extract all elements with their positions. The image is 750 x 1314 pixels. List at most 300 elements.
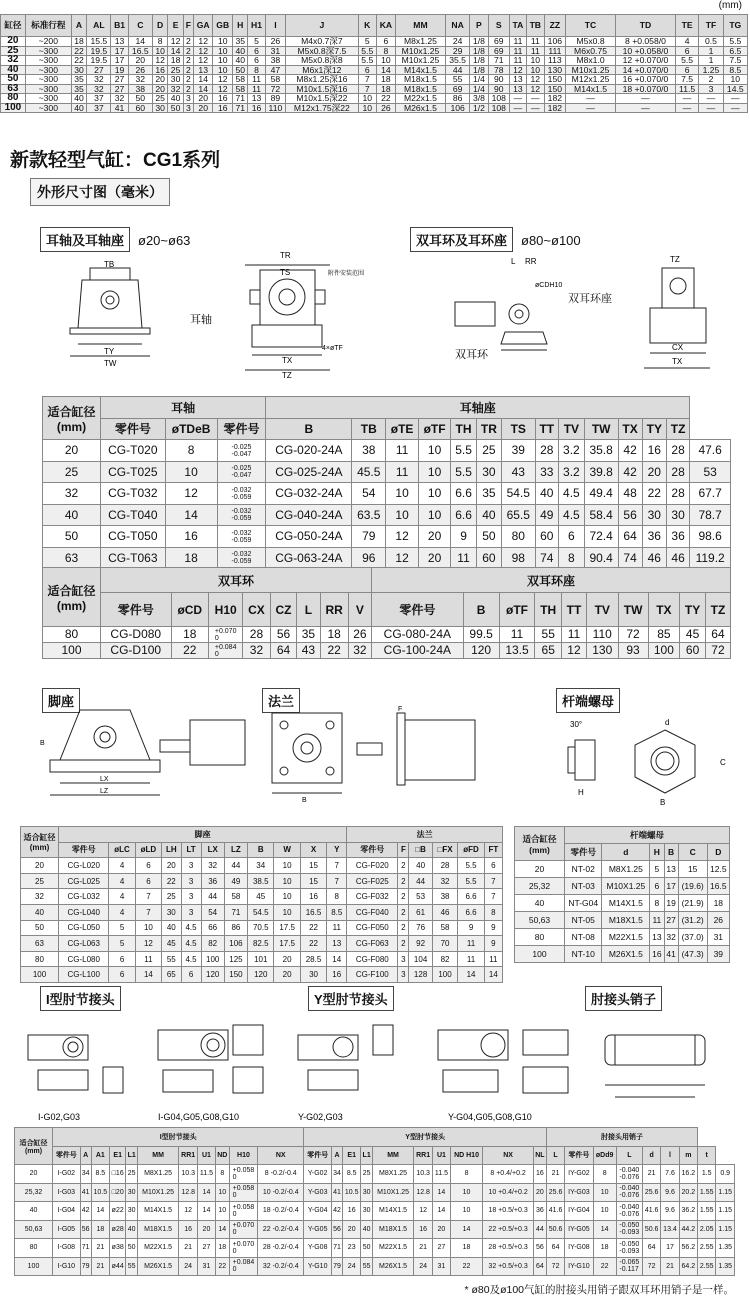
ff-table-cell: CG-L020	[59, 858, 109, 874]
cylinder-table-cell: 30	[71, 65, 86, 75]
kt-table-cell: I-G08	[53, 1239, 81, 1258]
trunnion-table-subheader: TV	[559, 418, 585, 440]
kt-table-cell: 10	[593, 1202, 616, 1221]
cylinder-table-cell: 3/8	[470, 94, 488, 104]
kt-table-cell: 21	[414, 1239, 433, 1258]
cylinder-table-cell: 8	[376, 46, 395, 56]
ff-table-cell: 13	[327, 936, 347, 952]
cylinder-table-cell: 1/8	[470, 65, 488, 75]
kt-table-cell: M8X1.25	[372, 1165, 413, 1184]
ff-table-cell: CG-L063	[59, 936, 109, 952]
kt-table-cell: 20	[343, 1220, 361, 1239]
ff-table-cell: CG-F032	[347, 889, 398, 905]
trunnion-table-subheader: TR	[476, 418, 501, 440]
ff-table-cell: 45	[248, 889, 274, 905]
cylinder-table-cell: M14x1.5	[395, 65, 445, 75]
trunnion-ear-label: 耳轴	[190, 314, 212, 326]
clevis-pivot-label: 双耳环座	[568, 293, 612, 305]
ff-group-flange: 法兰	[347, 827, 503, 843]
clevis-table-cell: 55	[535, 627, 562, 643]
ff-table-cell: 10	[274, 904, 300, 920]
nut-table-row	[515, 861, 730, 878]
ff-table-cell: 70	[432, 936, 458, 952]
kt-table-subheader: 零件号	[304, 1146, 332, 1165]
cylinder-table-cell: M12x1.25	[566, 75, 616, 85]
kt-table-cell: 64.2	[679, 1257, 697, 1276]
ff-table-cell: 12	[135, 936, 161, 952]
tolerance-value: +0.058 0	[232, 1166, 255, 1181]
cylinder-table-header: 缸径	[1, 15, 26, 37]
kt-table-cell: IY-G08	[565, 1239, 593, 1258]
kt-table-cell: 41	[331, 1183, 342, 1202]
nut-table-subheader: D	[707, 844, 729, 861]
ff-table-cell: 11	[135, 951, 161, 967]
kt-table-cell: 55	[126, 1257, 138, 1276]
cylinder-table-cell: 11	[526, 46, 544, 56]
trunnion-table-cell: 33	[535, 461, 558, 483]
cylinder-table-cell: 1/4	[470, 75, 488, 85]
trunnion-table-row	[43, 461, 731, 483]
nut-table-row	[515, 878, 730, 895]
kt-table-subheader: L	[616, 1146, 642, 1165]
cylinder-table-cell: 2	[183, 65, 193, 75]
kt-table-cell: M14X1.5	[372, 1202, 413, 1221]
kt-table-cell: 25	[361, 1165, 373, 1184]
clevis-table-subheader: TT	[562, 593, 587, 627]
ff-table-subheader: LX	[201, 842, 224, 858]
kt-table-cell: 7.6	[661, 1165, 679, 1184]
kt-table-cell: 22 +0.5/+0.3	[483, 1220, 534, 1239]
kt-table-cell: 8	[593, 1165, 616, 1184]
ff-table-cell: 14	[484, 967, 502, 983]
section-i-knuckle-label: I型肘节接头	[40, 986, 121, 1011]
cylinder-table-header: F	[183, 15, 193, 37]
cylinder-table-cell: 1.25	[699, 65, 723, 75]
ff-table-cell: 44	[224, 858, 247, 874]
cylinder-table-cell: M8x1.25	[395, 37, 445, 47]
cylinder-table-header: P	[470, 15, 488, 37]
kt-table-cell: 22	[593, 1257, 616, 1276]
kt-table-cell: 64	[533, 1257, 546, 1276]
kt-table-cell: 10 -0.2/-0.4	[258, 1183, 304, 1202]
clevis-table	[42, 567, 731, 659]
kt-table-cell: 18	[593, 1239, 616, 1258]
cylinder-table-cell: ~300	[25, 103, 71, 113]
kt-table-cell: 14	[198, 1183, 216, 1202]
cylinder-table-cell: 5.5	[723, 37, 747, 47]
trunnion-table-cell: 46	[666, 547, 689, 569]
cylinder-table-cell: 1	[699, 56, 723, 66]
ff-table-subheader: øLD	[135, 842, 161, 858]
clevis-table-cell: 18	[320, 627, 348, 643]
kt-table-cell: 1.55	[698, 1202, 716, 1221]
kt-table-cell: 56	[331, 1220, 342, 1239]
ff-table-cell: 70.5	[248, 920, 274, 936]
ff-table-cell: 2	[398, 904, 409, 920]
clevis-table-cell: 85	[648, 627, 680, 643]
kt-table-cell: 14	[198, 1202, 216, 1221]
foot-flange-table	[20, 826, 503, 983]
ff-table-subheader: 零件号	[347, 842, 398, 858]
cylinder-table-cell: 90	[488, 84, 509, 94]
clevis-table-subheader: L	[297, 593, 320, 627]
footnote: * ø80及ø100气缸的肘接头用销子跟双耳环用销子是一样。	[464, 1284, 734, 1296]
kt-table-cell: 21	[642, 1165, 660, 1184]
cylinder-table-cell: —	[566, 94, 616, 104]
nut-table-subheader: B	[664, 844, 678, 861]
trunnion-table-cell: 63.5	[352, 504, 386, 526]
cylinder-table-cell: 7.5	[723, 56, 747, 66]
nut-table-cell: NT-05	[565, 912, 602, 929]
cylinder-table-header: KA	[376, 15, 395, 37]
trunnion-table-cell: 18	[165, 547, 217, 569]
cylinder-table-cell: —	[509, 94, 526, 104]
clevis-table-subheader: TY	[680, 593, 706, 627]
clevis-table-cell: 64	[270, 642, 297, 658]
cylinder-table-cell: M8x1.0	[566, 56, 616, 66]
trunnion-ts-label: TS	[280, 268, 291, 277]
clevis-table-cell: 65	[535, 642, 562, 658]
ff-table-cell: 120	[201, 967, 224, 983]
trunnion-table-cell: 50	[476, 526, 501, 548]
kt-table-subheader: NX	[258, 1146, 304, 1165]
clevis-table-cell: 99.5	[463, 627, 499, 643]
trunnion-table-subheader: TS	[501, 418, 535, 440]
nut-table-cell: (19.6)	[678, 878, 707, 895]
kt-table-cell	[229, 1165, 257, 1184]
nut-table-cell: 32	[664, 929, 678, 946]
cylinder-table-cell: 2	[699, 75, 723, 85]
kt-table-cell: 18	[450, 1239, 483, 1258]
ff-table-cell: 104	[409, 951, 432, 967]
ff-table-subheader: Y	[327, 842, 347, 858]
trunnion-table-cell: 6.6	[451, 483, 477, 505]
cylinder-table-cell: 14	[193, 84, 213, 94]
cylinder-table-header: E	[168, 15, 183, 37]
kt-table-cell: 72	[546, 1257, 564, 1276]
kt-table-cell: 10	[215, 1183, 229, 1202]
ff-table-cell: 11	[458, 936, 484, 952]
kt-table-cell: 24	[179, 1257, 198, 1276]
ff-table-cell: 4	[109, 889, 135, 905]
trunnion-table-subheader: TW	[584, 418, 618, 440]
trunnion-table-cell: 28	[666, 440, 689, 462]
cylinder-table-header: D	[152, 15, 167, 37]
kt-table-cell: 100	[15, 1257, 53, 1276]
tolerance-value: +0.084 0	[232, 1259, 255, 1274]
nut-table-cell: 16.5	[707, 878, 729, 895]
cylinder-table-header: H	[233, 15, 248, 37]
cylinder-table-cell: 106	[445, 103, 469, 113]
trunnion-table-subheader: 零件号	[101, 418, 166, 440]
kt-table-cell	[616, 1257, 642, 1276]
trunnion-table-cell: 79	[352, 526, 386, 548]
trunnion-table-cell: 64	[618, 526, 642, 548]
kt-table-subheader: ND H10	[450, 1146, 483, 1165]
section-pin-label: 肘接头销子	[585, 986, 662, 1011]
ff-table-cell: 120	[248, 967, 274, 983]
kt-table-cell: 36	[533, 1202, 546, 1221]
cylinder-table-header: GB	[213, 15, 233, 37]
cylinder-table-cell: 106	[544, 37, 565, 47]
ff-table-cell: CG-F040	[347, 904, 398, 920]
tolerance-value: -0.025 -0.047	[231, 443, 252, 458]
kt-table-cell	[229, 1183, 257, 1202]
cylinder-table-cell: 5	[358, 37, 376, 47]
ff-table-cell: 7	[135, 889, 161, 905]
clevis-table-subheader: TH	[535, 593, 562, 627]
trunnion-table-cell: 40	[535, 483, 558, 505]
cylinder-table-cell: 6	[248, 46, 265, 56]
cylinder-table-cell: 16.5	[128, 46, 152, 56]
nut-table-cell: 50,63	[515, 912, 565, 929]
cylinder-table-cell: 12	[193, 56, 213, 66]
trunnion-table-cell	[217, 461, 266, 483]
trunnion-table-cell	[217, 526, 266, 548]
ff-table-cell: CG-F063	[347, 936, 398, 952]
kt-table-cell: 36.2	[679, 1202, 697, 1221]
cylinder-table-cell: 58	[233, 75, 248, 85]
ff-table-subheader: □FX	[432, 842, 458, 858]
kt-table-cell: 71	[331, 1239, 342, 1258]
trunnion-table-row	[43, 526, 731, 548]
trunnion-table-cell: 98	[501, 547, 535, 569]
trunnion-table-cell: 119.2	[690, 547, 731, 569]
cylinder-table-header: A	[71, 15, 86, 37]
cylinder-table-header: MM	[395, 15, 445, 37]
cylinder-table-header: NA	[445, 15, 469, 37]
ff-table-cell: 66	[201, 920, 224, 936]
kt-group-i: I型肘节接头	[53, 1128, 304, 1147]
nut-table-cell: 15	[678, 861, 707, 878]
trunnion-table-cell: 38	[352, 440, 386, 462]
clevis-table-row	[43, 642, 731, 658]
ff-table-cell: 10	[274, 858, 300, 874]
kt-table-cell: 12	[179, 1202, 198, 1221]
trunnion-table-cell: 4.5	[559, 483, 585, 505]
ff-table-cell: 3	[398, 967, 409, 983]
kt-table-cell: I-G03	[53, 1183, 81, 1202]
kt-table-cell: 14	[91, 1202, 109, 1221]
kt-group-y: Y型肘节接头	[304, 1128, 547, 1147]
ff-table-cell: 20	[21, 858, 59, 874]
kt-table-subheader: MM	[372, 1146, 413, 1165]
cylinder-table-cell: 15.5	[87, 37, 111, 47]
nut-table-cell: M10X1.25	[602, 878, 650, 895]
ff-table-cell: 15	[300, 858, 326, 874]
trunnion-tx-label: TX	[282, 356, 293, 365]
kt-table-cell: 1.35	[716, 1239, 735, 1258]
cylinder-table-cell: —	[723, 103, 747, 113]
kt-group-pin: 肘接头用销子	[546, 1128, 697, 1147]
cylinder-table-cell: 11	[509, 46, 526, 56]
ff-table-cell: CG-L025	[59, 873, 109, 889]
ff-table-cell: 9	[484, 920, 502, 936]
cylinder-table-cell: 16 +0.070/0	[616, 75, 676, 85]
cylinder-table-cell: 22	[376, 94, 395, 104]
cylinder-table-cell: 10	[213, 37, 233, 47]
nut-table-cell: 80	[515, 929, 565, 946]
trunnion-table-cell: 10	[419, 440, 451, 462]
ff-table-cell: 92	[409, 936, 432, 952]
trunnion-table-cell: 45.5	[352, 461, 386, 483]
section-nut-label: 杆端螺母	[556, 688, 620, 713]
kt-table-cell: 41	[80, 1183, 91, 1202]
kt-table-cell: 40	[361, 1220, 373, 1239]
kt-table-cell: 9.6	[661, 1202, 679, 1221]
cylinder-table-cell: 86	[445, 94, 469, 104]
ff-table-cell: 3	[181, 873, 201, 889]
kt-table-cell: 8.5	[91, 1165, 109, 1184]
kt-table-subheader: H10	[229, 1146, 257, 1165]
cylinder-table-cell: 27	[111, 75, 128, 85]
kt-table-cell: 50	[361, 1239, 373, 1258]
cylinder-table-cell: ~300	[25, 56, 71, 66]
cylinder-table-cell: M10x1.25	[395, 46, 445, 56]
kt-table-cell: 14	[450, 1220, 483, 1239]
cylinder-table-cell: 10 +0.058/0	[616, 46, 676, 56]
kt-table-cell: 25,32	[15, 1183, 53, 1202]
kt-table-subheader: l	[661, 1146, 679, 1165]
kt-table-cell	[616, 1202, 642, 1221]
nut-col-bore-unit: (mm)	[529, 844, 550, 855]
ff-table-cell: CG-F020	[347, 858, 398, 874]
cylinder-table-cell: 50	[233, 65, 248, 75]
cylinder-table-cell: —	[723, 94, 747, 104]
nut-table-cell: NT-G04	[565, 895, 602, 912]
kt-table-cell: 20	[198, 1220, 216, 1239]
ff-table-cell: 9	[458, 920, 484, 936]
clevis-table-cell: 11	[499, 627, 535, 643]
trunnion-table-cell: 16	[642, 440, 666, 462]
trunnion-table-cell: 40	[43, 504, 101, 526]
cylinder-table-cell: 7.5	[675, 75, 698, 85]
tolerance-value: +0.058 0	[232, 1185, 255, 1200]
kt-table-cell	[229, 1220, 257, 1239]
cylinder-table-cell: —	[675, 103, 698, 113]
cylinder-table-cell: 25	[168, 65, 183, 75]
trunnion-table-subheader: TX	[618, 418, 642, 440]
clevis-table-cell: 13.5	[499, 642, 535, 658]
trunnion-table-cell: 11	[386, 461, 419, 483]
trunnion-table-cell: 43	[501, 461, 535, 483]
nut-c-label: C	[720, 758, 726, 767]
ff-table-cell: 5	[109, 936, 135, 952]
cylinder-table-header: ZZ	[544, 15, 565, 37]
kt-table-subheader: NX	[483, 1146, 534, 1165]
ff-table-cell: 20	[274, 951, 300, 967]
clevis-table-cell	[209, 627, 243, 643]
cylinder-table-cell: —	[616, 103, 676, 113]
cylinder-table-cell: 2	[183, 84, 193, 94]
ff-table-cell: 6	[135, 858, 161, 874]
kt-table-cell	[616, 1183, 642, 1202]
cylinder-table-row	[1, 37, 748, 47]
nut-table-cell: 27	[664, 912, 678, 929]
trunnion-tb-label: TB	[104, 260, 115, 269]
kt-table-subheader: m	[679, 1146, 697, 1165]
trunnion-table-cell	[217, 504, 266, 526]
kt-table-cell: 64	[642, 1239, 660, 1258]
cylinder-table-cell: ~300	[25, 75, 71, 85]
cylinder-table-cell: 12	[526, 75, 544, 85]
kt-table-subheader: d	[642, 1146, 660, 1165]
cylinder-table-cell: M5x0.8	[566, 37, 616, 47]
clevis-table-cell	[209, 642, 243, 658]
kt-table-cell: 22	[215, 1257, 229, 1276]
clevis-table-cell: 32	[243, 642, 270, 658]
section-trunnion-label: 耳轴及耳轴座	[40, 227, 130, 252]
cylinder-table-cell: ~200	[25, 37, 71, 47]
ff-table-cell: 30	[162, 904, 181, 920]
kt-table-cell: 32 -0.2/-0.4	[258, 1257, 304, 1276]
kt-table-cell: 41.6	[642, 1202, 660, 1221]
cylinder-table-cell: 26	[128, 65, 152, 75]
ff-table-cell: CG-L050	[59, 920, 109, 936]
ff-table-cell: 58	[224, 889, 247, 905]
cylinder-table-cell: ~300	[25, 84, 71, 94]
cylinder-table-cell: 80	[1, 94, 26, 104]
cylinder-table-cell: 58	[233, 84, 248, 94]
kt-table-subheader: øDd9	[593, 1146, 616, 1165]
kt-table-cell: 10.5	[91, 1183, 109, 1202]
cylinder-table-cell: 110	[265, 103, 286, 113]
tolerance-value: -0.025 -0.047	[231, 465, 252, 480]
cylinder-table-cell: 12	[152, 56, 167, 66]
nut-table-cell: 31	[707, 929, 729, 946]
nut-table-cell: M22X1.5	[602, 929, 650, 946]
cylinder-table-cell: 16	[248, 103, 265, 113]
tolerance-value: +0.084 0	[214, 643, 237, 658]
nut-table-subheader: H	[650, 844, 664, 861]
trunnion-table-cell: 28	[535, 440, 558, 462]
knuckle-table	[14, 1127, 735, 1276]
cylinder-table-cell: 13	[111, 37, 128, 47]
cylinder-table-header: K	[358, 15, 376, 37]
kt-table-row	[15, 1220, 735, 1239]
cylinder-table-cell: 71	[233, 103, 248, 113]
nut-table-subheader: d	[602, 844, 650, 861]
trunnion-table-cell: 40	[476, 504, 501, 526]
ff-table-cell: 5	[109, 920, 135, 936]
kt-table-subheader: U1	[198, 1146, 216, 1165]
cylinder-table-cell: 20	[193, 94, 213, 104]
unit-label: (mm)	[718, 0, 742, 11]
y-knuckle-drawing	[288, 1005, 588, 1125]
trunnion-table-subheader: TT	[535, 418, 558, 440]
trunnion-table-cell: 39	[501, 440, 535, 462]
cylinder-table-cell: —	[699, 103, 723, 113]
cylinder-table-cell: —	[566, 103, 616, 113]
ff-table-cell: 106	[224, 936, 247, 952]
trunnion-table-cell: 8	[165, 440, 217, 462]
ff-table-cell: 3	[181, 904, 201, 920]
clevis-side-drawing	[455, 252, 565, 362]
kt-table-cell: 8	[215, 1165, 229, 1184]
kt-table-cell	[616, 1220, 642, 1239]
cylinder-table-cell: 11.5	[675, 84, 698, 94]
cylinder-table-cell: 47	[265, 65, 286, 75]
cylinder-table-cell: 72	[265, 84, 286, 94]
cylinder-table-cell: 50	[1, 75, 26, 85]
kt-table-cell: 42	[331, 1202, 342, 1221]
cylinder-table-cell: 10	[152, 46, 167, 56]
ff-table-cell: 46	[432, 904, 458, 920]
cylinder-table-cell: —	[526, 94, 544, 104]
kt-table-cell: 50	[126, 1239, 138, 1258]
cylinder-table-cell: 50	[168, 103, 183, 113]
ff-table-cell: 8	[484, 904, 502, 920]
